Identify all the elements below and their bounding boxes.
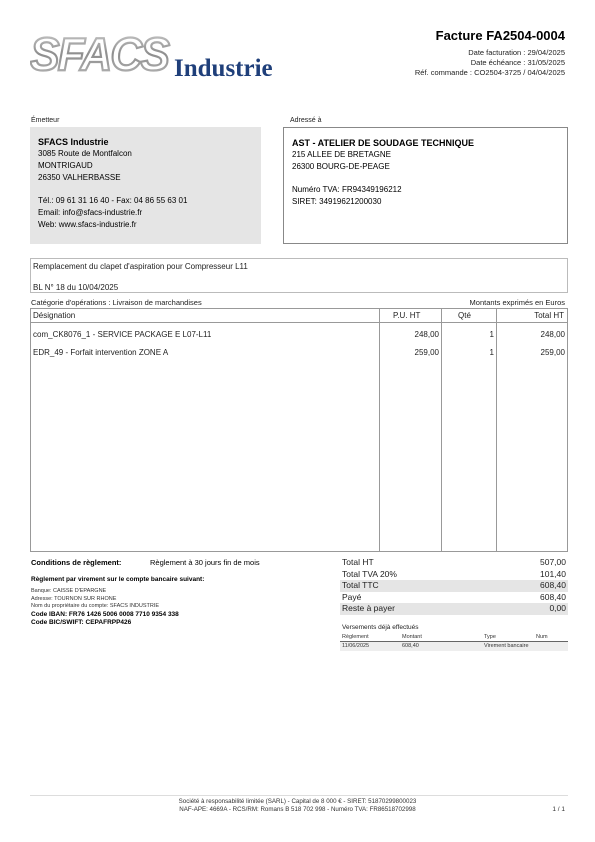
items-table-header <box>31 309 567 323</box>
total-value: 608,40 <box>540 591 566 602</box>
total-label: Total TTC <box>342 580 379 590</box>
payment-conditions-value: Règlement à 30 jours fin de mois <box>150 558 260 567</box>
payments-header <box>340 634 568 642</box>
payments-col-type: Type <box>484 634 496 640</box>
recipient-siret: SIRET: 34919621200030 <box>292 197 382 206</box>
recipient-label: Adressé à <box>290 117 322 124</box>
operation-category: Catégorie d'opérations : Livraison de marchandises <box>31 298 202 307</box>
payment-type: Virement bancaire <box>484 643 529 649</box>
sender-phone: Tél.: 09 61 31 16 40 - Fax: 04 86 55 63 01 <box>38 196 188 205</box>
row-2-unit-price: 259,00 <box>414 348 439 357</box>
recipient-address-1: 215 ALLEE DE BRETAGNE <box>292 150 392 159</box>
remaining-row <box>340 603 568 615</box>
items-table <box>30 308 568 552</box>
sender-name: SFACS Industrie <box>38 137 109 147</box>
row-2-total: 259,00 <box>540 348 565 357</box>
paid-row <box>340 592 568 604</box>
currency-note: Montants exprimés en Euros <box>469 298 565 307</box>
company-logo <box>30 30 290 82</box>
sender-address-3: 26350 VALHERBASSE <box>38 173 121 182</box>
sender-block <box>30 127 261 244</box>
footer-legal-1: Société à responsabilité limitée (SARL) - Capital de 8 000 € - SIRET: 51870299800023 <box>178 798 417 805</box>
totals-block <box>340 557 568 615</box>
sender-email: Email: info@sfacs-industrie.fr <box>38 208 143 217</box>
invoice-meta <box>415 48 565 78</box>
row-1-qty: 1 <box>489 330 494 339</box>
subject-block <box>30 258 568 293</box>
payment-conditions-label: Conditions de règlement: <box>31 558 122 567</box>
subject-line: Remplacement du clapet d'aspiration pour Compresseur L11 <box>33 262 248 271</box>
recipient-name: AST - ATELIER DE SOUDAGE TECHNIQUE <box>292 138 475 148</box>
total-value: 507,00 <box>540 557 566 567</box>
svg-text:SFACS: SFACS <box>30 30 171 80</box>
total-label: Total HT <box>342 557 374 567</box>
bank-iban: Code IBAN: FR76 1426 5006 0008 7710 9354 338 <box>31 610 179 618</box>
total-label: Total TVA 20% <box>342 568 397 579</box>
total-value: 608,40 <box>540 580 566 590</box>
invoice-title: Facture FA2504-0004 <box>435 28 565 43</box>
recipient-block <box>283 127 568 244</box>
order-reference: Réf. commande : CO2504-3725 / 04/04/2025 <box>414 68 565 77</box>
total-ht-row <box>340 557 568 569</box>
col-unit-price: P.U. HT <box>393 311 421 320</box>
row-1-designation: com_CK8076_1 - SERVICE PACKAGE E L07-L11 <box>33 330 212 339</box>
row-2-qty: 1 <box>489 348 494 357</box>
bank-address: Adresse: TOURNON SUR RHONE <box>31 595 117 602</box>
row-2-designation: EDR_49 - Forfait intervention ZONE A <box>33 348 169 357</box>
delivery-note-line: BL N° 18 du 10/04/2025 <box>33 283 119 292</box>
bank-owner: Nom du propriétaire du compte: SFACS INDUSTRIE <box>31 603 160 609</box>
invoice-date: Date facturation : 29/04/2025 <box>468 48 565 57</box>
col-designation: Désignation <box>33 311 76 320</box>
bank-bic: Code BIC/SWIFT: CEPAFRPP426 <box>31 618 132 626</box>
col-total: Total HT <box>534 311 564 320</box>
payments-title: Versements déjà effectués <box>342 624 419 631</box>
bank-details <box>31 588 179 627</box>
payments-table <box>340 634 568 651</box>
recipient-address-2: 26300 BOURG-DE-PEAGE <box>292 162 390 171</box>
total-value: 0,00 <box>549 603 566 613</box>
payments-col-date: Règlement <box>342 634 369 640</box>
col-qty: Qté <box>458 311 471 320</box>
footer-legal-2: NAF-APE: 4669A - RCS/RM: Romans B 518 702 998 - Numéro TVA: FR86518702998 <box>179 806 416 813</box>
total-tva-row <box>340 569 568 581</box>
total-label: Reste à payer <box>342 603 395 613</box>
payment-row <box>340 642 568 651</box>
page-number: 1 / 1 <box>552 806 565 813</box>
footer-divider <box>30 795 568 796</box>
bank-transfer-title: Règlement par virement sur le compte bancaire suivant: <box>31 576 205 583</box>
sender-web: Web: www.sfacs-industrie.fr <box>38 220 137 229</box>
sender-address-2: MONTRIGAUD <box>38 161 93 170</box>
payment-date: 11/06/2025 <box>342 643 370 649</box>
total-value: 101,40 <box>540 568 566 579</box>
sender-label: Émetteur <box>31 117 60 124</box>
sender-address-1: 3085 Route de Montfalcon <box>38 149 132 158</box>
svg-text:Industrie: Industrie <box>174 55 273 82</box>
payment-amount: 608,40 <box>402 643 419 649</box>
invoice-due-date: Date échéance : 31/05/2025 <box>470 58 565 67</box>
row-1-total: 248,00 <box>540 330 565 339</box>
row-1-unit-price: 248,00 <box>414 330 439 339</box>
payments-col-amount: Montant <box>402 634 422 640</box>
recipient-vat: Numéro TVA: FR94349196212 <box>292 185 402 194</box>
total-ttc-row <box>340 580 568 592</box>
payments-col-num: Num <box>536 634 548 640</box>
bank-name: Banque: CAISSE D'EPARGNE <box>31 588 107 594</box>
total-label: Payé <box>342 591 362 602</box>
